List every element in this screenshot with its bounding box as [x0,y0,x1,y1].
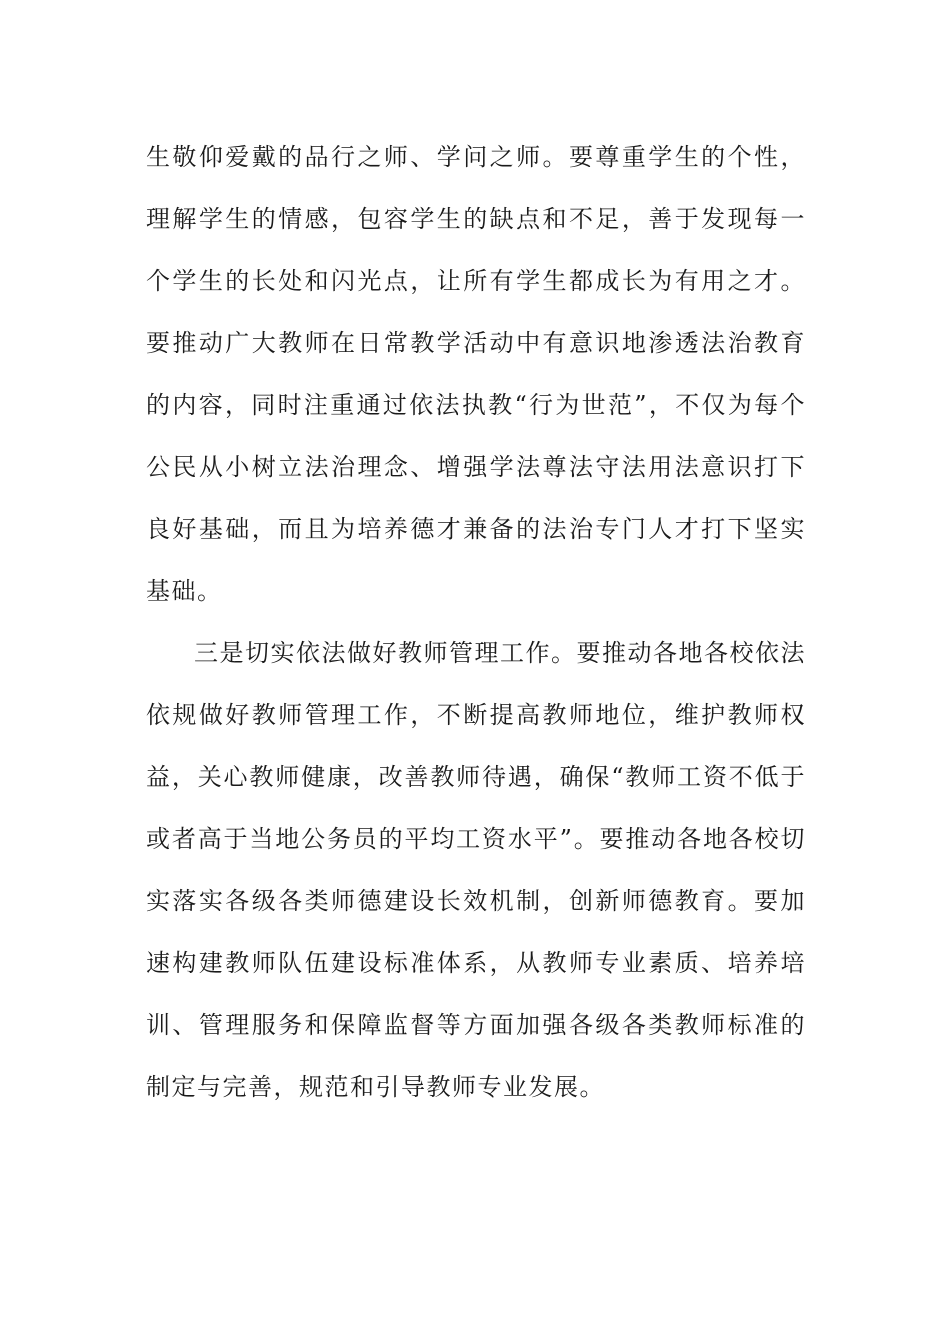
paragraph-continued: 生敬仰爱戴的品行之师、学问之师。要尊重学生的个性，理解学生的情感，包容学生的缺点和不足，善于发现每一个学生的长处和闪光点，让所有学生都成长为有用之才。要推动广大教师在日常教学活动中有意识地渗透法治教育的内容，同时注重通过依法执教“行为世范”，不仅为每个公民从小树立法治理念、增强学法尊法守法用法意识打下良好基础，而且为培养德才兼备的法治专门人才打下坚实基础。 [146,143,806,605]
paragraph-teacher-management: 三是切实依法做好教师管理工作。要推动各地各校依法依规做好教师管理工作，不断提高教师地位，维护教师权益，关心教师健康，改善教师待遇，确保“教师工资不低于或者高于当地公务员的平均工资水平”。要推动各地各校切实落实各级各类师德建设长效机制，创新师德教育。要加速构建教师队伍建设标准体系，从教师专业素质、培养培训、管理服务和保障监督等方面加强各级各类教师标准的制定与完善，规范和引导教师专业发展。 [146,639,806,1101]
document-body [146,126,806,1118]
